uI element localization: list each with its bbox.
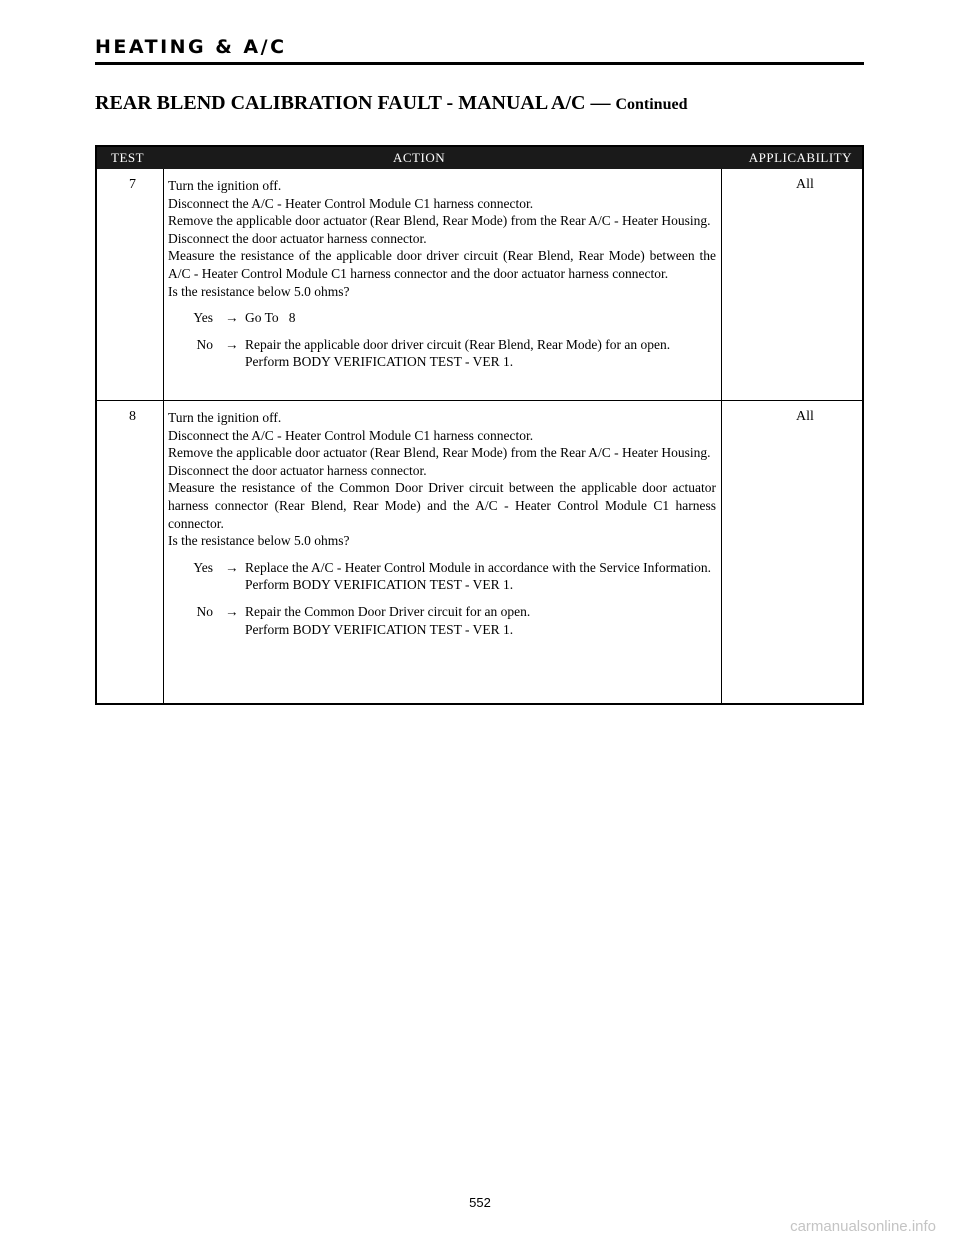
action-step: Disconnect the door actuator harness connector. (168, 462, 427, 478)
action-step: Disconnect the A/C - Heater Control Module C1 harness connector. (168, 427, 534, 443)
action-cell-7 (168, 177, 716, 380)
answer-label: No (196, 336, 213, 352)
column-divider-test (163, 169, 164, 703)
action-step: Measure the resistance of the applicable door driver circuit (Rear Blend, Rear Mode) between the A/C - Heater Control Module C1 harness connector and the door actuator harness connector. (168, 248, 716, 281)
page-title-main: REAR BLEND CALIBRATION FAULT - MANUAL A/C — (95, 92, 611, 114)
watermark: carmanualsonline.info (790, 1218, 936, 1235)
answer-line: Perform BODY VERIFICATION TEST - VER 1. (245, 577, 514, 593)
answer-text (245, 336, 716, 371)
column-header-applicability: APPLICABILITY (748, 150, 852, 165)
answer-line: Repair the applicable door driver circuit (Rear Blend, Rear Mode) for an open. (245, 336, 671, 352)
arrow-icon: → (225, 310, 239, 326)
action-step: Turn the ignition off. (168, 178, 282, 193)
arrow-icon: → (225, 559, 239, 575)
column-header-test: TEST (111, 150, 145, 165)
answer-line: Replace the A/C - Heater Control Module in accordance with the Service Information. (245, 559, 711, 575)
action-step: Disconnect the door actuator harness connector. (168, 230, 427, 246)
answer-line: Perform BODY VERIFICATION TEST - VER 1. (245, 621, 514, 637)
test-number-8: 8 (129, 409, 136, 424)
answer-yes (168, 559, 716, 594)
answer-no (168, 336, 716, 371)
answer-list (168, 309, 716, 371)
action-cell-8 (168, 409, 716, 647)
answer-label: No (196, 603, 213, 619)
action-step: Remove the applicable door actuator (Rear Blend, Rear Mode) from the Rear A/C - Heater Housing. (168, 445, 711, 461)
answer-label: Yes (193, 559, 213, 575)
answer-yes (168, 309, 716, 327)
applicability-7: All (796, 177, 814, 192)
column-header-action: ACTION (393, 150, 446, 165)
row-divider (97, 400, 862, 401)
arrow-icon: → (225, 603, 239, 619)
action-step: Remove the applicable door actuator (Rear Blend, Rear Mode) from the Rear A/C - Heater Housing. (168, 213, 711, 229)
answer-text (245, 559, 716, 594)
header-rule (95, 62, 864, 65)
action-step: Is the resistance below 5.0 ohms? (168, 533, 350, 549)
page-number: 552 (469, 1195, 491, 1210)
action-step: Measure the resistance of the Common Door Driver circuit between the applicable door actuator harness connector (Rear Blend, Rear Mode) and the A/C - Heater Control Module C1 harness connector. (168, 480, 716, 531)
page-title-continued: Continued (615, 96, 688, 113)
answer-no (168, 603, 716, 638)
action-step: Turn the ignition off. (168, 410, 282, 425)
answer-label: Yes (193, 310, 213, 326)
answer-line: Go To 8 (245, 310, 296, 326)
answer-line: Repair the Common Door Driver circuit for an open. (245, 603, 531, 619)
test-number-7: 7 (129, 177, 136, 192)
action-step: Disconnect the A/C - Heater Control Module C1 harness connector. (168, 195, 534, 211)
section-header: HEATING & A/C (95, 36, 287, 58)
applicability-8: All (796, 409, 814, 424)
answer-list (168, 559, 716, 638)
action-step: Is the resistance below 5.0 ohms? (168, 283, 350, 299)
page-title (95, 92, 687, 115)
column-divider-action (721, 169, 722, 703)
answer-text (245, 603, 716, 638)
answer-text (245, 309, 716, 327)
table-header (97, 147, 862, 169)
answer-line: Perform BODY VERIFICATION TEST - VER 1. (245, 354, 514, 370)
test-table (95, 145, 864, 705)
arrow-icon: → (225, 336, 239, 352)
